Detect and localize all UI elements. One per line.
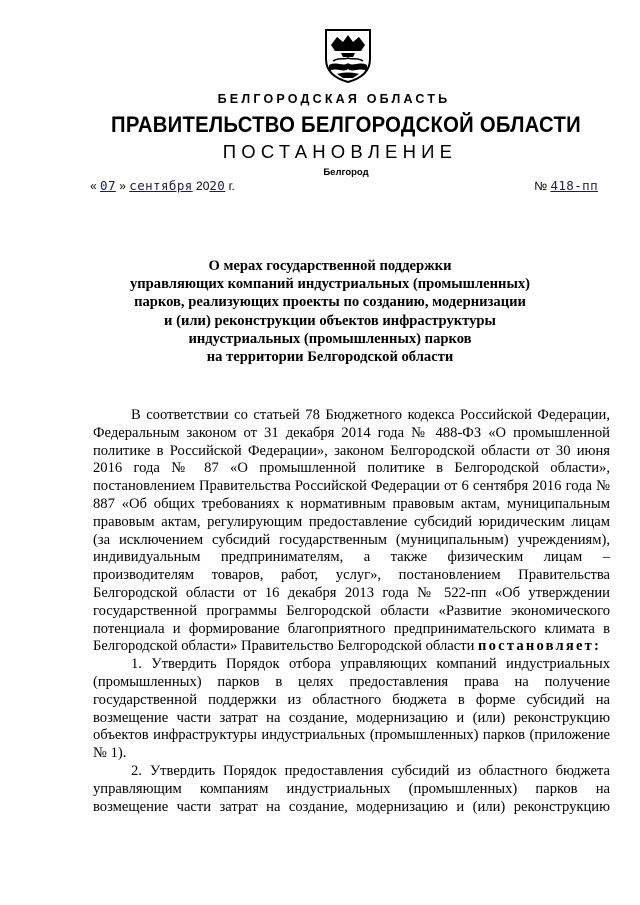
- decides-word: постановляет:: [478, 638, 602, 655]
- date-year-unit: г.: [228, 179, 235, 193]
- decree-date: [90, 178, 235, 193]
- preamble-text: В соответствии со статьей 78 Бюджетного кодекса Российской Федерации, Федеральным законом от 31 декабря 2014 года № 488-ФЗ «О промышленной политике в Российской Федерации», законом Белгородской области от 30 июня 2016 года № 87 «О промышленной политике в Белгородской области», постановлением Правительства Российской Федерации от 6 сентября 2016 года № 887 «Об общих требованиях к нормативным правовым актам, муниципальным правовым актам, регулирующим предоставление субсидий юридическим лицам (за исключением субсидий государственным (муниципальным) учреждениям), индивидуальным предпринимателям, а также физическим лицам – производителям товаров, работ, услуг», постановлением Правительства Белгородской области от 16 декабря 2013 года № 522-пп «Об утверждении государственной программы Белгородской области «Развитие экономического потенциала и формирование благоприятного предпринимательского климата в Белгородской области» Правительство Белгородской области: [93, 407, 610, 655]
- date-year-prefix: 20: [196, 179, 210, 193]
- title-line: и (или) реконструкции объектов инфраструктуры: [164, 312, 496, 329]
- clause-1-paragraph: 1. Утвердить Порядок отбора управляющих компаний индустриальных (промышленных) парков в целях предоставления права на получение государственной поддержки из областного бюджета в форме субсидий на возмещение части затрат на создание, модернизацию и (или) реконструкцию объектов инфраструктуры индустриальных (промышленных) парков (приложение № 1).: [93, 656, 610, 762]
- title-line: О мерах государственной поддержки: [208, 258, 452, 274]
- quote-open: «: [90, 179, 97, 193]
- document-title: [110, 257, 550, 366]
- title-line: парков, реализующих проекты по созданию, модернизации: [134, 294, 526, 311]
- document-body: [93, 407, 610, 816]
- quote-close: »: [119, 179, 126, 193]
- preamble-paragraph: [93, 407, 610, 656]
- title-line: управляющих компаний индустриальных (промышленных): [129, 276, 531, 293]
- document-type: ПОСТАНОВЛЕНИЕ: [222, 141, 458, 162]
- date-day: 07: [100, 178, 116, 193]
- decree-number: [534, 178, 598, 193]
- government-name: ПРАВИТЕЛЬСТВО БЕЛГОРОДСКОЙ ОБЛАСТИ: [111, 112, 581, 137]
- date-month: сентября: [129, 178, 193, 193]
- date-year-suffix: 20: [209, 178, 226, 193]
- number-value: 418-пп: [550, 178, 598, 193]
- title-line: на территории Белгородской области: [206, 349, 454, 366]
- region-name: БЕЛГОРОДСКАЯ ОБЛАСТЬ: [217, 92, 451, 106]
- city-name: Белгород: [323, 167, 369, 178]
- coat-of-arms-icon: [323, 27, 373, 83]
- date-number-row: [90, 178, 610, 196]
- title-line: индустриальных (промышленных) парков: [188, 330, 472, 347]
- clause-2-paragraph: 2. Утвердить Порядок предоставления субсидий из областного бюджета управляющим компаниям индустриальных (промышленных) парков на возмещение части затрат на создание, модернизацию и (или) реконструкцию: [93, 762, 610, 815]
- number-sign: №: [534, 179, 548, 193]
